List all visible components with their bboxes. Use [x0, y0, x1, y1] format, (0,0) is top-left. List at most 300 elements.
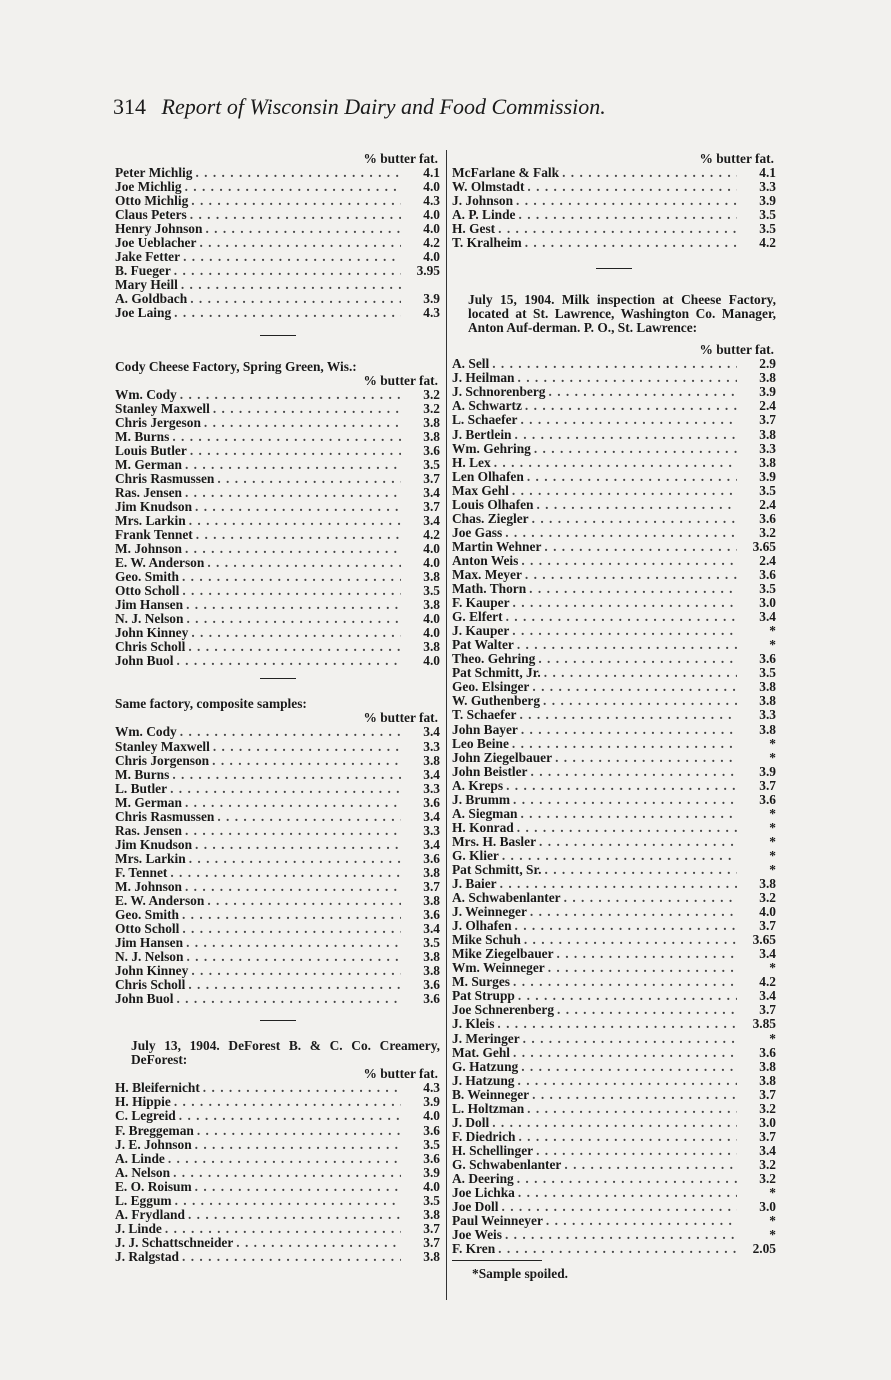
entry-value: 2.4 — [759, 398, 776, 414]
entry-name: J. Doll — [452, 1114, 490, 1130]
entry-name: L. Eggum — [115, 1192, 172, 1208]
leader-dots — [544, 666, 737, 680]
entry-name: John Beistler — [452, 763, 528, 779]
col-header: % butter fat. — [699, 342, 774, 358]
leader-dots — [185, 824, 401, 838]
entry-name: E. W. Anderson — [115, 555, 205, 571]
entry-name: Chris Rasmussen — [115, 470, 215, 486]
entry-row — [452, 610, 776, 624]
entry-row — [115, 824, 440, 838]
entry-row — [115, 782, 440, 796]
entry-value: 3.8 — [759, 370, 776, 386]
entry-row — [115, 866, 440, 880]
entry-row — [452, 624, 776, 638]
entry-row — [452, 222, 776, 236]
section-separator — [260, 335, 296, 336]
leader-dots — [189, 514, 401, 528]
leader-dots — [506, 610, 737, 624]
entry-row — [115, 250, 440, 264]
entry-row — [452, 1102, 776, 1116]
entry-name: Mat. Gehl — [452, 1044, 511, 1060]
entry-row — [115, 725, 440, 739]
entry-name: H. Schellinger — [452, 1142, 534, 1158]
entry-name: H. Hippie — [115, 1094, 171, 1110]
entry-value: 3.6 — [423, 1150, 440, 1166]
entry-value: 4.0 — [759, 904, 776, 920]
leader-dots — [191, 194, 401, 208]
entry-name: John Buol — [115, 653, 174, 669]
entry-value: 3.4 — [423, 808, 440, 824]
entry-name: A. Nelson — [115, 1164, 171, 1180]
entry-row — [452, 428, 776, 442]
leader-dots — [182, 922, 401, 936]
leader-dots — [168, 1152, 401, 1166]
leader-dots — [513, 975, 737, 989]
entry-name: T. Kralheim — [452, 235, 522, 251]
section-separator — [260, 678, 296, 679]
entry-row — [115, 584, 440, 598]
footnote: *Sample spoiled. — [472, 1266, 568, 1282]
entry-value: 3.7 — [759, 777, 776, 793]
entry-name: L. Schaefer — [452, 412, 518, 428]
entry-value: 3.9 — [423, 1164, 440, 1180]
entry-value: 4.3 — [423, 305, 440, 321]
entry-row — [452, 891, 776, 905]
entry-value: 3.6 — [423, 1122, 440, 1138]
entry-name: J. E. Johnson — [115, 1136, 192, 1152]
entry-row — [452, 961, 776, 975]
entry-value: * — [769, 819, 776, 835]
leader-dots — [544, 540, 737, 554]
entry-row — [452, 933, 776, 947]
entry-name: W. Olmstadt — [452, 179, 525, 195]
leader-dots — [525, 236, 737, 250]
entry-value: 3.6 — [423, 442, 440, 458]
section-heading-deforest: July 13, 1904. DeForest B. & C. Co. Creamery, DeForest: — [131, 1038, 440, 1068]
entry-value: 3.6 — [423, 794, 440, 810]
entry-row — [115, 306, 440, 320]
entry-value: 3.5 — [423, 1192, 440, 1208]
stlawrence-list — [452, 357, 776, 1256]
entry-name: J. Kleis — [452, 1016, 495, 1032]
entry-name: Stanley Maxwell — [115, 738, 210, 754]
entry-name: Mrs. H. Basler — [452, 833, 537, 849]
entry-row — [115, 458, 440, 472]
entry-row — [452, 779, 776, 793]
leader-dots — [562, 166, 737, 180]
entry-name: John Bayer — [452, 721, 518, 737]
entry-name: H. Gest — [452, 221, 496, 237]
entry-value: 3.6 — [759, 566, 776, 582]
entry-value: 3.9 — [759, 763, 776, 779]
entry-value: 3.7 — [759, 1086, 776, 1102]
leader-dots — [502, 849, 737, 863]
entry-row — [452, 751, 776, 765]
entry-row — [452, 919, 776, 933]
entry-value: * — [769, 749, 776, 765]
col-header: % butter fat. — [363, 372, 438, 388]
leader-dots — [534, 442, 737, 456]
leader-dots — [217, 810, 401, 824]
leader-dots — [498, 222, 737, 236]
leader-dots — [182, 1250, 401, 1264]
page-header — [113, 94, 713, 120]
entry-row — [452, 1200, 776, 1214]
footnote-rule — [452, 1260, 542, 1261]
entry-value: * — [769, 805, 776, 821]
col-header: % butter fat. — [363, 151, 438, 166]
entry-value: 3.65 — [752, 538, 776, 554]
entry-value: 3.8 — [759, 426, 776, 442]
leader-dots — [517, 1172, 737, 1186]
entry-row — [115, 500, 440, 514]
entry-row — [115, 528, 440, 542]
leader-dots — [182, 908, 401, 922]
entry-name: Wm. Cody — [115, 724, 177, 740]
entry-row — [115, 796, 440, 810]
entry-name: N. J. Nelson — [115, 611, 184, 627]
entry-value: 3.7 — [423, 878, 440, 894]
leader-dots — [529, 582, 737, 596]
entry-name: A. Siegman — [452, 805, 518, 821]
entry-row — [115, 180, 440, 194]
entry-row — [452, 989, 776, 1003]
entry-name: F. Tennet — [115, 864, 168, 880]
entry-row — [115, 612, 440, 626]
entry-value: * — [769, 960, 776, 976]
entry-name: F. Kauper — [452, 595, 510, 611]
entry-name: Mike Ziegelbauer — [452, 946, 554, 962]
entry-value: 3.9 — [759, 384, 776, 400]
entry-name: M. German — [115, 456, 182, 472]
entry-value: 4.0 — [423, 207, 440, 223]
entry-row — [115, 292, 440, 306]
entry-value: 4.2 — [423, 526, 440, 542]
entry-name: Mary Heill — [115, 277, 178, 293]
entry-value: 3.5 — [423, 935, 440, 951]
leader-dots — [521, 1060, 737, 1074]
leader-dots — [190, 292, 401, 306]
entry-row — [115, 472, 440, 486]
entry-row — [115, 416, 440, 430]
leader-dots — [512, 624, 737, 638]
entry-value: 4.0 — [423, 555, 440, 571]
leader-dots — [519, 208, 737, 222]
entry-row — [452, 793, 776, 807]
entry-row — [115, 444, 440, 458]
leader-dots — [180, 388, 401, 402]
entry-name: J. Brumm — [452, 791, 511, 807]
leader-dots — [170, 866, 401, 880]
leader-dots — [185, 458, 401, 472]
leader-dots — [564, 1158, 737, 1172]
entry-value: 4.0 — [423, 1178, 440, 1194]
entry-row — [115, 936, 440, 950]
entry-value: 4.3 — [423, 1080, 440, 1096]
entry-row — [452, 371, 776, 385]
leader-dots — [518, 989, 737, 1003]
entry-row — [115, 486, 440, 500]
entry-row — [452, 166, 776, 180]
entry-name: M. German — [115, 794, 182, 810]
entry-value: 3.8 — [759, 679, 776, 695]
entry-value: 3.5 — [759, 221, 776, 237]
entry-value: 3.2 — [759, 524, 776, 540]
entry-value: 3.7 — [759, 412, 776, 428]
entry-value: * — [769, 1213, 776, 1229]
entry-name: Wm. Cody — [115, 386, 177, 402]
leader-dots — [186, 598, 401, 612]
entry-row — [452, 1158, 776, 1172]
entry-name: Joe Michlig — [115, 179, 182, 195]
entry-name: A. Schwartz — [452, 398, 522, 414]
entry-value: 3.3 — [759, 440, 776, 456]
leader-dots — [527, 470, 737, 484]
entry-name: Mrs. Larkin — [115, 512, 186, 528]
entry-row — [452, 1088, 776, 1102]
entry-value: 3.5 — [759, 207, 776, 223]
entry-value: 3.9 — [423, 291, 440, 307]
entry-row — [452, 357, 776, 371]
entry-name: Otto Scholl — [115, 921, 180, 937]
leader-dots — [497, 1017, 737, 1031]
entry-row — [115, 236, 440, 250]
leader-dots — [517, 638, 737, 652]
leader-dots — [512, 484, 737, 498]
leader-dots — [186, 936, 401, 950]
entry-value: * — [769, 847, 776, 863]
leader-dots — [190, 444, 401, 458]
entry-value: 3.4 — [759, 1142, 776, 1158]
entry-value: 3.9 — [423, 1094, 440, 1110]
entry-value: 2.05 — [752, 1241, 776, 1257]
entry-value: 4.0 — [423, 653, 440, 669]
entry-name: Pat Strupp — [452, 988, 515, 1004]
entry-row — [115, 1236, 440, 1250]
entry-value: * — [769, 1030, 776, 1046]
entry-row — [452, 1242, 776, 1256]
leader-dots — [515, 919, 737, 933]
entry-row — [115, 894, 440, 908]
leader-dots — [516, 194, 737, 208]
entry-name: Joe Laing — [115, 305, 172, 321]
leader-dots — [524, 933, 737, 947]
entry-row — [452, 877, 776, 891]
entry-value: 3.8 — [423, 949, 440, 965]
leader-dots — [176, 654, 401, 668]
entry-name: L. Holtzman — [452, 1100, 525, 1116]
entry-row — [115, 222, 440, 236]
entry-name: Ras. Jensen — [115, 484, 182, 500]
leader-dots — [530, 905, 737, 919]
entry-row — [452, 540, 776, 554]
entry-name: Wm. Weinneger — [452, 960, 545, 976]
entry-row — [452, 399, 776, 413]
leader-dots — [494, 456, 737, 470]
entry-row — [452, 975, 776, 989]
leader-dots — [532, 1088, 737, 1102]
entry-row — [452, 456, 776, 470]
entry-value: 4.0 — [423, 611, 440, 627]
col-header: % butter fat. — [363, 1066, 438, 1082]
entry-name: L. Butler — [115, 780, 168, 796]
leader-dots — [195, 838, 401, 852]
entry-value: 3.4 — [759, 946, 776, 962]
entry-value: 3.3 — [423, 822, 440, 838]
entry-value: 4.0 — [423, 1108, 440, 1124]
entry-name: A. Goldbach — [115, 291, 188, 307]
leader-dots — [236, 1236, 401, 1250]
entry-row — [452, 385, 776, 399]
entry-value: 4.0 — [423, 249, 440, 265]
entry-name: E. W. Anderson — [115, 893, 205, 909]
entry-name: F. Diedrich — [452, 1128, 516, 1144]
entry-name: Henry Johnson — [115, 221, 203, 237]
entry-row — [115, 908, 440, 922]
entry-row — [115, 922, 440, 936]
entry-value: 4.0 — [423, 541, 440, 557]
leader-dots — [197, 1124, 401, 1138]
entry-name: H. Bleifernicht — [115, 1080, 200, 1096]
leader-dots — [213, 740, 401, 754]
entry-value: 3.65 — [752, 932, 776, 948]
leader-dots — [172, 430, 401, 444]
entry-value: 3.8 — [423, 1206, 440, 1222]
entry-value: * — [769, 861, 776, 877]
entry-value: 2.4 — [759, 552, 776, 568]
entry-row — [115, 838, 440, 852]
entry-value: 4.1 — [759, 165, 776, 180]
entry-row — [115, 1081, 440, 1095]
leader-dots — [189, 852, 401, 866]
section-separator — [260, 1020, 296, 1021]
leader-dots — [536, 1144, 737, 1158]
leader-dots — [199, 236, 401, 250]
entry-name: Pat Schmitt, Jr. — [452, 665, 541, 681]
entry-name: Jake Fetter — [115, 249, 181, 265]
leader-dots — [185, 180, 401, 194]
entry-row — [452, 1130, 776, 1144]
entry-name: J. Meringer — [452, 1030, 520, 1046]
entry-value: * — [769, 1227, 776, 1243]
entry-row — [452, 638, 776, 652]
entry-value: 4.2 — [759, 974, 776, 990]
entry-name: A. Linde — [115, 1150, 165, 1166]
entry-row — [452, 236, 776, 250]
entry-name: J. Olhafen — [452, 918, 512, 934]
entry-value: 3.2 — [759, 890, 776, 906]
entry-row — [115, 542, 440, 556]
entry-value: 3.0 — [759, 1199, 776, 1215]
entry-row — [452, 568, 776, 582]
entry-value: 3.6 — [423, 991, 440, 1007]
entry-value: 2.9 — [759, 356, 776, 372]
entry-row — [115, 1180, 440, 1194]
entry-value: 3.5 — [759, 665, 776, 681]
entry-row — [452, 526, 776, 540]
leader-dots — [212, 754, 401, 768]
entry-name: McFarlane & Falk — [452, 165, 560, 180]
entry-name: Martin Wehner — [452, 538, 542, 554]
entry-row — [452, 723, 776, 737]
entry-name: A. Kreps — [452, 777, 504, 793]
entry-name: Math. Thorn — [452, 581, 527, 597]
entry-name: J. Heilman — [452, 370, 515, 386]
entry-name: G. Elfert — [452, 609, 503, 625]
entry-row — [452, 180, 776, 194]
entry-name: Claus Peters — [115, 207, 187, 223]
entry-value: 3.8 — [759, 721, 776, 737]
leader-dots — [175, 1194, 401, 1208]
entry-name: M. Surges — [452, 974, 511, 990]
entry-name: M. Burns — [115, 766, 170, 782]
leader-dots — [527, 180, 737, 194]
composite-list — [115, 725, 440, 1006]
entry-value: 3.85 — [752, 1016, 776, 1032]
entry-value: 4.2 — [759, 235, 776, 251]
entry-value: * — [769, 637, 776, 653]
leader-dots — [548, 961, 737, 975]
leader-dots — [543, 694, 737, 708]
leader-dots — [518, 1186, 737, 1200]
leader-dots — [513, 793, 737, 807]
running-title: Report of Wisconsin Dairy and Food Commission. — [161, 94, 606, 119]
entry-name: A. Schwabenlanter — [452, 890, 561, 906]
entry-value: 3.5 — [423, 456, 440, 472]
entry-value: * — [769, 623, 776, 639]
entry-row — [115, 950, 440, 964]
entry-row — [115, 194, 440, 208]
entry-value: 4.1 — [423, 165, 440, 180]
entry-row — [115, 1124, 440, 1138]
leader-dots — [217, 472, 401, 486]
leader-dots — [195, 166, 401, 180]
entry-name: A. Frydland — [115, 1206, 185, 1222]
entry-name: H. Lex — [452, 454, 491, 470]
section-separator — [596, 268, 632, 269]
leader-dots — [172, 768, 401, 782]
entry-row — [115, 740, 440, 754]
entry-row — [452, 849, 776, 863]
entry-row — [115, 514, 440, 528]
entry-name: John Buol — [115, 991, 174, 1007]
entry-name: Jim Hansen — [115, 935, 184, 951]
entry-name: G. Schwabenlanter — [452, 1156, 562, 1172]
entry-value: * — [769, 1185, 776, 1201]
entry-value: 3.8 — [759, 1058, 776, 1074]
leader-dots — [182, 570, 401, 584]
entry-value: 3.8 — [423, 428, 440, 444]
entry-row — [115, 626, 440, 640]
entry-name: A. Deering — [452, 1171, 514, 1186]
entry-row — [452, 1060, 776, 1074]
entry-name: Jim Knudson — [115, 498, 193, 514]
entry-name: Max. Meyer — [452, 566, 522, 582]
entry-name: Paul Weinneyer — [452, 1213, 543, 1229]
section-heading-stlawrence: July 15, 1904. Milk inspection at Cheese Factory, located at St. Lawrence, Washington Co. Manager, Anton Auf-derman. P. O., St. Lawrence: — [468, 292, 776, 336]
leader-dots — [545, 863, 737, 877]
right-column — [452, 152, 776, 1281]
entry-name: Louis Olhafen — [452, 496, 534, 512]
entry-name: H. Konrad — [452, 819, 514, 835]
leader-dots — [182, 584, 401, 598]
entry-row — [452, 765, 776, 779]
leader-dots — [173, 1166, 401, 1180]
leader-dots — [185, 880, 401, 894]
leader-dots — [521, 554, 737, 568]
entry-row — [452, 512, 776, 526]
entry-value: 3.3 — [759, 707, 776, 723]
